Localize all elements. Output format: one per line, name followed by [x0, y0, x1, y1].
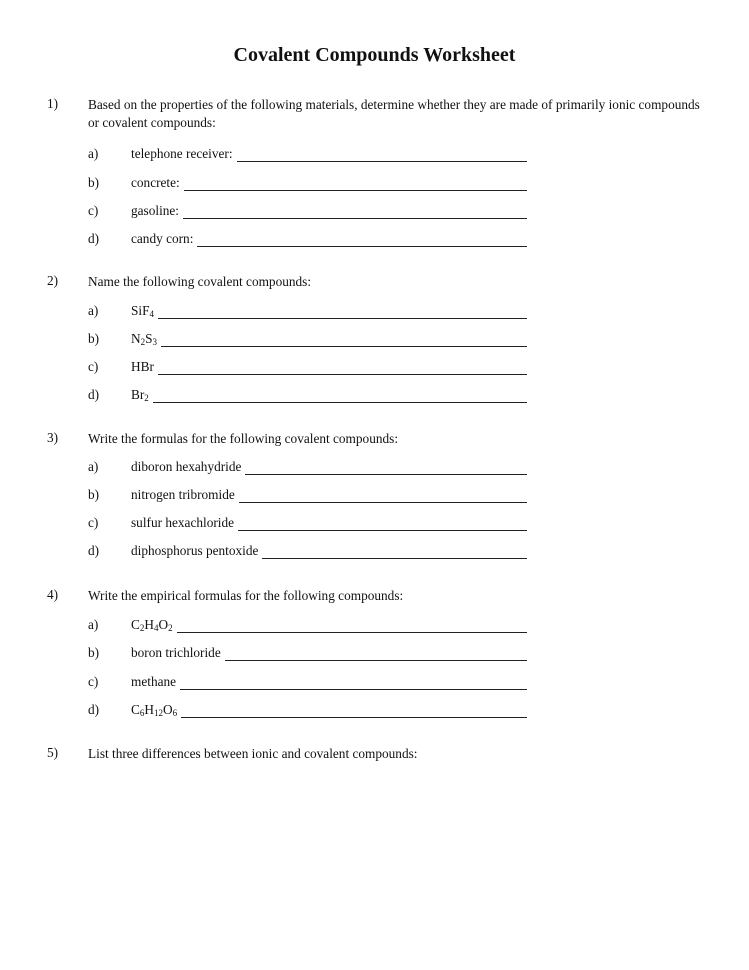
answer-item [88, 145, 527, 162]
answer-item [88, 542, 527, 559]
answer-blank-line[interactable] [161, 333, 527, 347]
item-label: gasoline: [131, 203, 180, 218]
answer-item [88, 330, 527, 347]
answer-blank-line[interactable] [177, 619, 527, 633]
item-label: telephone receiver: [131, 146, 233, 161]
item-label: SiF$_4$ [131, 303, 154, 319]
question-number: 5) [47, 745, 59, 760]
answer-item [88, 486, 527, 503]
item-label: sulfur hexachloride [131, 515, 235, 530]
item-letter: a) [88, 617, 99, 632]
item-label: $C_2H_4O_2$ [131, 617, 173, 633]
answer-item [88, 174, 527, 191]
question-number: 1) [47, 96, 59, 111]
page-title: Covalent Compounds Worksheet [233, 44, 516, 66]
answer-blank-line[interactable] [262, 545, 527, 559]
item-letter: b) [88, 645, 100, 660]
question-text: Name the following covalent compounds: [88, 274, 312, 289]
answer-item [88, 644, 527, 661]
item-letter: b) [88, 175, 100, 190]
question-text: Write the formulas for the following covalent compounds: [88, 431, 399, 446]
item-label: candy corn: [131, 231, 194, 246]
answer-blank-line[interactable] [158, 305, 527, 319]
answer-blank-line[interactable] [237, 148, 527, 162]
answer-item [88, 616, 527, 633]
answer-item [88, 673, 527, 690]
item-label: HBr [131, 359, 154, 374]
answer-blank-line[interactable] [197, 233, 527, 247]
item-letter: d) [88, 231, 100, 246]
item-letter: c) [88, 515, 99, 530]
item-label: $Br_2$ [131, 387, 149, 403]
answer-item [88, 358, 527, 375]
item-label: diphosphorus pentoxide [131, 543, 259, 558]
item-label: diboron hexahydride [131, 459, 242, 474]
item-letter: c) [88, 674, 99, 689]
answer-item [88, 514, 527, 531]
question-number: 3) [47, 430, 59, 445]
question-text: Based on the properties of the following materials, determine whether they are made of primarily ionic compounds or covalent compounds: [88, 97, 700, 130]
item-letter: c) [88, 203, 99, 218]
answer-blank-line[interactable] [158, 361, 527, 375]
answer-blank-line[interactable] [180, 676, 527, 690]
answer-item [88, 302, 527, 319]
answer-blank-line[interactable] [183, 205, 527, 219]
question-number: 2) [47, 273, 59, 288]
item-label: $C_6H_{12}O_6$ [131, 702, 178, 718]
item-label: nitrogen tribromide [131, 487, 235, 502]
item-letter: a) [88, 146, 99, 161]
question-text: List three differences between ionic and covalent compounds: [88, 746, 418, 761]
answer-item [88, 230, 527, 247]
item-label: concrete: [131, 175, 180, 190]
question-number: 4) [47, 587, 59, 602]
answer-blank-line[interactable] [245, 461, 527, 475]
item-letter: d) [88, 543, 100, 558]
item-letter: b) [88, 331, 100, 346]
answer-blank-line[interactable] [181, 704, 527, 718]
answer-item [88, 701, 527, 718]
answer-item [88, 386, 527, 403]
item-letter: a) [88, 303, 99, 318]
answer-blank-line[interactable] [239, 489, 527, 503]
item-label: boron trichloride [131, 645, 221, 660]
answer-item [88, 458, 527, 475]
answer-blank-line[interactable] [153, 389, 527, 403]
item-letter: d) [88, 702, 100, 717]
item-label: methane [131, 674, 177, 689]
item-letter: b) [88, 487, 100, 502]
answer-blank-line[interactable] [238, 517, 527, 531]
item-letter: a) [88, 459, 99, 474]
item-letter: d) [88, 387, 100, 402]
item-label: $N_2S_3$ [131, 331, 158, 347]
item-letter: c) [88, 359, 99, 374]
answer-blank-line[interactable] [225, 647, 527, 661]
answer-blank-line[interactable] [184, 177, 527, 191]
answer-item [88, 202, 527, 219]
question-text: Write the empirical formulas for the following compounds: [88, 588, 404, 603]
